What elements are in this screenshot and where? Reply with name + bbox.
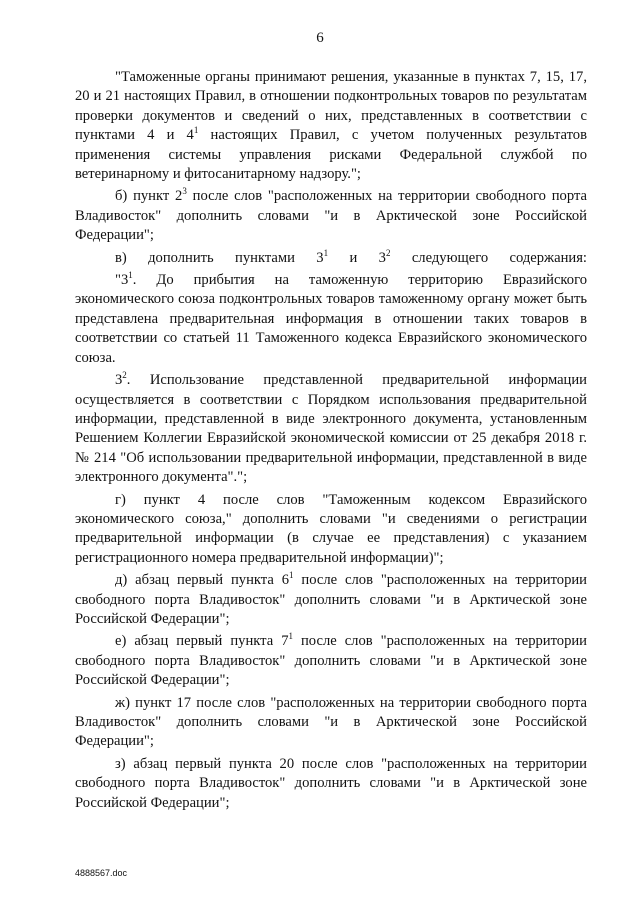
superscript-index: 1 — [193, 125, 199, 136]
paragraph-point-3-2 — [75, 371, 587, 487]
superscript-index: 3 — [182, 186, 187, 197]
text-run: ж) пункт 17 после слов "расположенных на территории свободного порта Владивосток" дополнить словами "и в Арктической зоне Российской Федерации"; — [75, 694, 587, 750]
superscript-index: 1 — [288, 631, 293, 642]
text-run: е) абзац первый пункта 7 — [115, 633, 289, 650]
superscript-index: 1 — [128, 270, 133, 281]
text-run: з) абзац первый пункта 20 после слов "расположенных на территории свободного порта Владивосток" дополнить словами "и в Арктической зоне Российской Федерации"; — [75, 755, 587, 811]
paragraph-b-point-2-3 — [75, 187, 587, 245]
page-number: 6 — [316, 30, 324, 46]
paragraph-v-add-points — [75, 249, 587, 268]
text-run: после слов "расположенных на территории свободного порта Владивосток" дополнить словами "и в Арктической зоне Российской Федерации"; — [75, 572, 587, 627]
text-run: г) пункт 4 после слов "Таможенным кодексом Евразийского экономического союза," дополнить словами "и сведениями о регистрации предварительной информации (в случае ее представления) с указанием регистрационного номера предварительной информации)"; — [75, 491, 587, 566]
text-run: . Использование представленной предварительной информации осуществляется в соответствии с Порядком использования предварительной информации, представленной в виде электронного документа, установленным Решением Коллегии Евразийской экономической комиссии от 25 декабря 2018 г. № 214 "Об использовании предварительной информации, представленной в виде электронного документа"."; — [75, 372, 587, 486]
superscript-index: 1 — [323, 247, 329, 258]
text-run: настоящих Правил, с учетом полученных результатов применения системы управления рисками Федеральной службой по ветеринарному и фитосанитарному надзору."; — [75, 127, 587, 183]
paragraph-z-point-20 — [75, 755, 587, 813]
text-run: после слов "расположенных на территории свободного порта Владивосток" дополнить словами "и в Арктической зоне Российской Федерации"; — [75, 633, 587, 689]
text-run: "Таможенные органы принимают решения, указанные в пунктах 7, 15, 17, 20 и 21 настоящих Правил, в отношении подконтрольных товаров по результатам проверки документов и сведений о них, представленных в соответствии с пунктами 4 и 4 — [75, 69, 587, 144]
text-run: после слов "расположенных на территории свободного порта Владивосток" дополнить словами "и в Арктической зоне Российской Федерации"; — [75, 188, 587, 244]
text-run: в) дополнить пунктами 3 — [115, 249, 324, 266]
paragraph-g-point-4 — [75, 491, 587, 569]
paragraph-zh-point-17 — [75, 694, 587, 752]
text-run: "3 — [115, 272, 129, 289]
text-run: и 3 — [328, 249, 386, 266]
superscript-index: 2 — [122, 370, 127, 381]
text-run: следующего содержания: — [390, 249, 587, 266]
paragraph-customs-decisions — [75, 68, 587, 184]
superscript-index: 1 — [289, 570, 294, 581]
superscript-index: 2 — [385, 247, 391, 258]
text-run: б) пункт 2 — [115, 188, 183, 205]
text-run: 3 — [115, 372, 123, 389]
paragraph-d-point-6-1 — [75, 571, 587, 629]
document-body — [75, 68, 587, 813]
document-file-code: 4888567.doc — [75, 868, 128, 878]
text-run: д) абзац первый пункта 6 — [115, 572, 290, 589]
paragraph-e-point-7-1 — [75, 632, 587, 690]
paragraph-point-3-1 — [75, 271, 587, 368]
text-run: . До прибытия на таможенную территорию Евразийского экономического союза подконтрольных товаров таможенному органу может быть представлена предварительная информация в отношении таких товаров в соответствии со статьей 11 Таможенного кодекса Евразийского экономического союза. — [75, 272, 587, 366]
